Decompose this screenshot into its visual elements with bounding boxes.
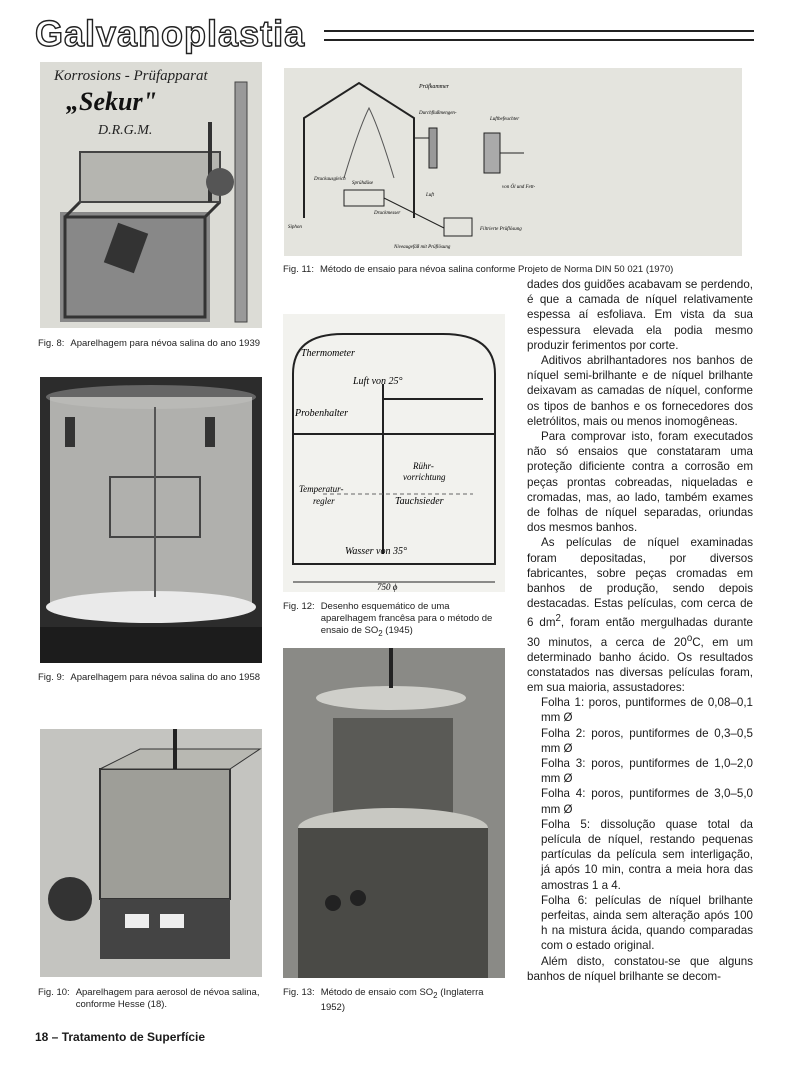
sheet-5: Folha 5: dissolução quase total da película de níquel, restando pequenas partículas da película sem interligação, já após 10 min, contra a meia hora das amostras 1 a 4.: [541, 817, 753, 892]
sheet-1: Folha 1: poros, puntiformes de 0,08–0,1 mm Ø: [541, 696, 753, 725]
fig9-number: Fig. 9:: [38, 672, 65, 683]
fig12-label-thermometer: Thermometer: [301, 348, 355, 359]
fig12-illustration: [283, 314, 505, 592]
page-title: Galvanoplastia: [35, 13, 306, 54]
fig11-label-pressure-out: Druckausgleich: [314, 177, 346, 182]
fig12-caption: [283, 601, 505, 640]
fig10-caption-text: Aparelhagem para aerosol de névoa salina, conforme Hesse (18).: [75, 987, 260, 1010]
fig10-photo: [40, 729, 262, 977]
paragraph-3: Para comprovar isto, foram executados não só ensaios que constataram uma proteção dificiente contra a corrosão em peças prontas cobreadas, niqueladas e cromadas, mas, ao lado, também exames de folhas de níquel separadas, oriundas dos mesmos banhos.: [527, 430, 753, 535]
fig13-caption: [283, 987, 505, 1014]
fig12-caption-text: Desenho esquemático de uma aparelhagem francêsa para o método de ensaio de $SO_2$ (1945): [320, 601, 493, 638]
fig11-label-level: Niveaugefäß mit Prüflösung: [394, 245, 451, 250]
fig13-caption-text: Método de ensaio com $SO_2$ (Inglaterra 1952): [320, 987, 484, 1013]
fig11-label-air: Luft: [426, 193, 435, 198]
fig11-number: Fig. 11:: [283, 264, 314, 275]
fig12-label-stirrer-2: vorrichtung: [403, 472, 446, 482]
fig9-illustration: [40, 377, 262, 663]
fig13-illustration: [283, 648, 505, 978]
fig11-diagram: [284, 68, 742, 256]
fig11-label-gauge: Druckmesser: [374, 211, 401, 216]
body-text: [527, 277, 753, 984]
fig8-number: Fig. 8:: [38, 338, 65, 349]
fig11-label-siphon: Siphon: [288, 225, 302, 230]
fig8-photo-line3: D.R.G.M.: [98, 123, 153, 138]
paragraph-1: dades dos guidões acabavam se perdendo, é que a camada de níquel relativamente espessa aí esfoliava. Em vista da sua espessura elevada ela podia mesmo produzir ferimentos por corte.: [527, 278, 753, 352]
title-rule: [324, 30, 754, 41]
fig11-label-flow: Durchflußmengen-: [419, 111, 457, 116]
fig11-label-nozzle: Sprühdüse: [352, 181, 374, 186]
fig12-label-water: Wasser von 35°: [345, 546, 407, 557]
sheet-4: Folha 4: poros, puntiformes de 3,0–5,0 mm Ø: [541, 787, 753, 816]
fig12-label-temp-2: regler: [313, 496, 335, 506]
fig11-label-oil: von Öl und Fett-: [502, 185, 536, 190]
sheet-3: Folha 3: poros, puntiformes de 1,0–2,0 mm Ø: [541, 757, 753, 786]
fig13-photo: [283, 648, 505, 978]
fig12-label-temp: Temperatur-: [299, 484, 344, 494]
fig12-number: Fig. 12:: [283, 601, 315, 612]
fig9-caption-text: Aparelhagem para névoa salina do ano 1958: [70, 672, 261, 683]
fig8-photo: [40, 62, 262, 328]
fig12-label-dim: 750 ϕ: [377, 582, 398, 592]
fig8-photo-line1: Korrosions - Prüfapparat: [54, 68, 208, 84]
fig11-caption: [283, 264, 753, 276]
fig12-label-stirrer: Rühr-: [413, 461, 434, 471]
fig11-label-chamber: Prüfkammer: [419, 84, 449, 90]
fig9-photo: [40, 377, 262, 663]
sheet-6: Folha 6: películas de níquel brilhante perfeitas, ainda sem alteração após 100 h na mistura ácida, quando comparadas com o estado original.: [541, 893, 753, 953]
paragraph-2: Aditivos abrilhantadores nos banhos de níquel semi-brilhante e de níquel brilhante deixavam as camadas de níquel, conforme os tipos de banhos e os fornecedores dos eletrólitos, mais ou menos inomogêneas.: [527, 354, 753, 428]
fig10-caption: [38, 987, 264, 1011]
fig11-label-filter: Filtrierte Prüflösung: [480, 227, 522, 232]
fig10-number: Fig. 10:: [38, 987, 70, 998]
fig10-illustration: [40, 729, 262, 977]
fig11-caption-text: Método de ensaio para névoa salina conforme Projeto de Norma DIN 50 021 (1970): [319, 264, 674, 275]
fig8-caption: [38, 338, 264, 350]
fig13-number: Fig. 13:: [283, 987, 315, 998]
fig8-illustration: [40, 62, 262, 328]
fig9-caption: [38, 672, 264, 684]
fig12-label-air: Luft von 25°: [353, 376, 403, 387]
fig11-label-humid: Luftbefeuchter: [490, 117, 520, 122]
paragraph-5: Além disto, constatou-se que alguns banhos de níquel brilhante se decom-: [527, 954, 753, 983]
fig11-illustration: [284, 68, 742, 256]
sheet-2: Folha 2: poros, puntiformes de 0,3–0,5 mm Ø: [541, 726, 753, 755]
fig12-label-holder: Probenhalter: [295, 408, 348, 419]
page-footer: 18 – Tratamento de Superfície: [35, 1030, 206, 1044]
fig8-caption-text: Aparelhagem para névoa salina do ano 1939: [70, 338, 261, 349]
fig12-drawing: [283, 314, 505, 592]
fig8-photo-line2: „Sekur": [66, 87, 158, 116]
paragraph-4: As películas de níquel examinadas foram depositadas, por diversos fabricantes, sobre peças cromadas em banhos de produção, sendo depois destacadas. Estas películas, com cerca de 6 $dm^2$, foram então mergulhadas durante 30 minutos, a cerca de 20$^o$C, em um determinado banho ácido. Os resultados constatados nas diversas películas foram, em sua maioria, assustadores:: [527, 536, 753, 694]
fig12-label-heater: Tauchsieder: [395, 496, 444, 507]
